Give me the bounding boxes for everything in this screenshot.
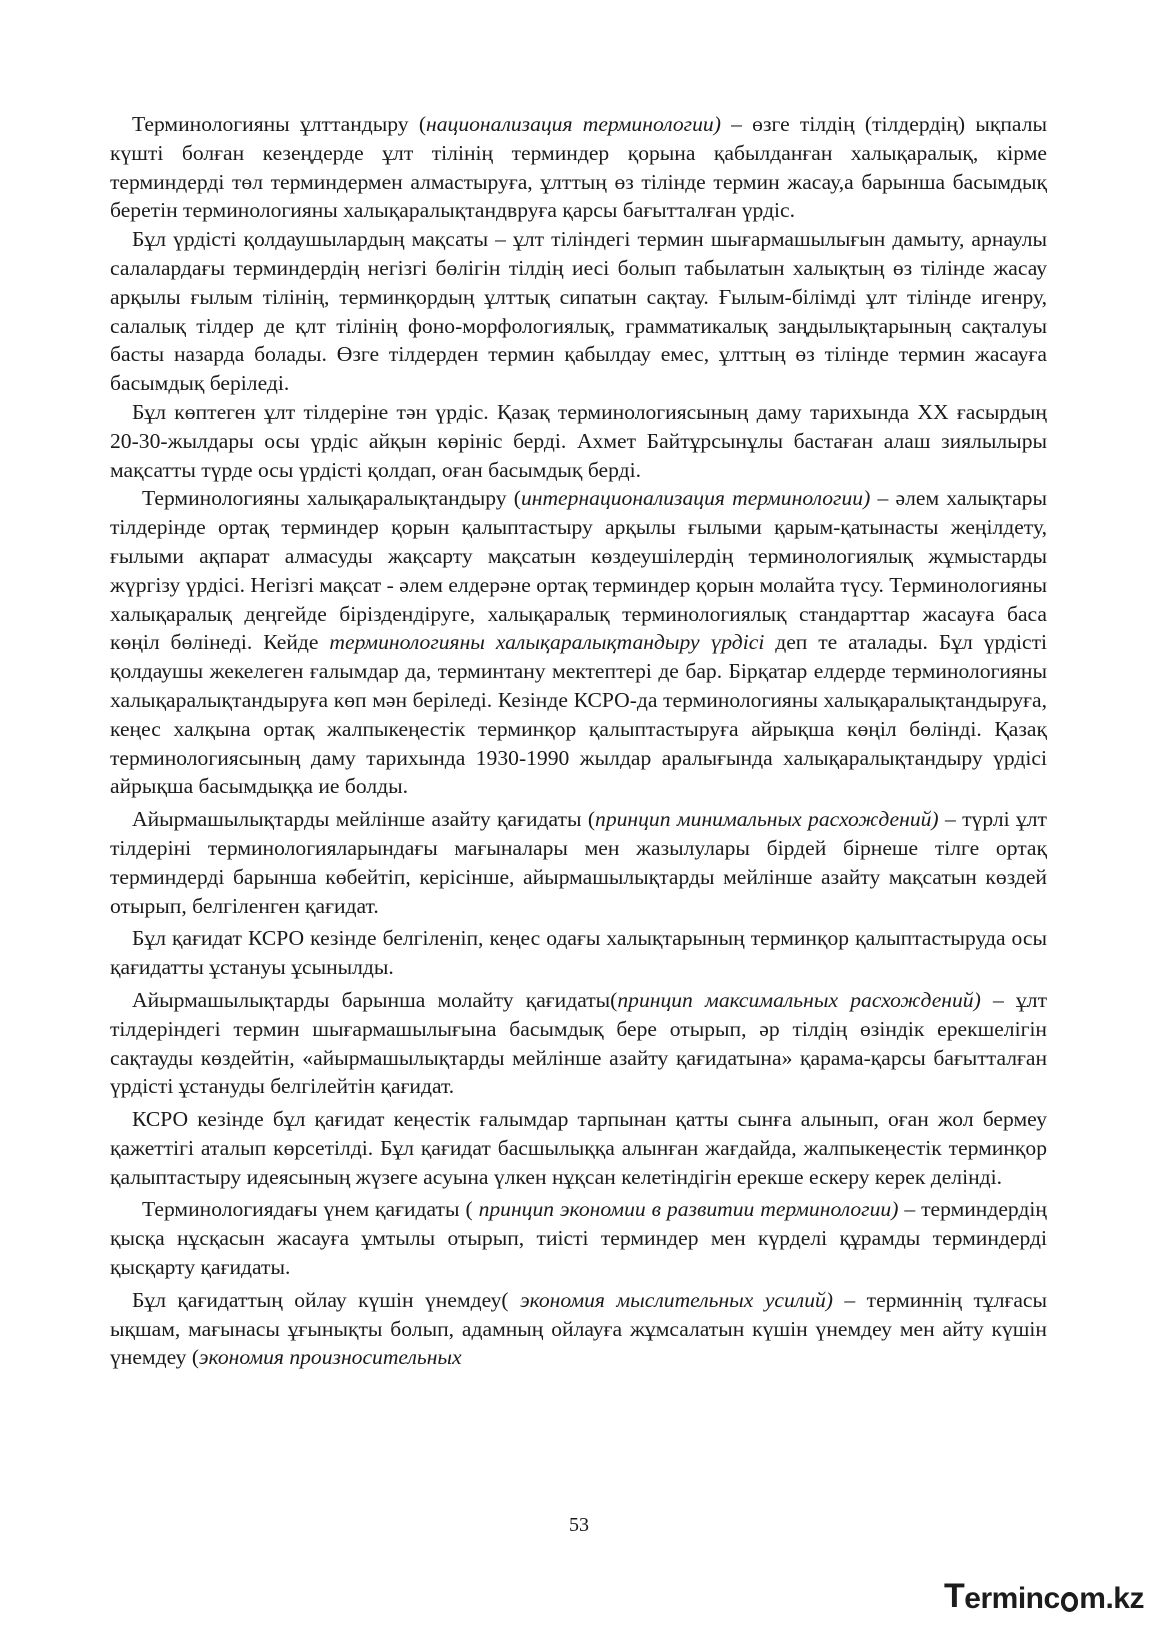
paragraph xyxy=(110,225,1047,398)
text-run: – түрлі ұлт тілдеріні терминологияларындағы мағыналары мен жазылулары бірдей бірнеше тілге ортақ терминдерді барынша көбейтіп, керісінше, айырмашылықтарды мейлінше азайту мақсатын көздей отырып, белгіленген қағидат. xyxy=(110,807,1047,918)
text-run: – өзге тілдің (тілдердің) ықпалы күшті болған кезеңдерде ұлт тілінің терминдер қорына қабылданған халықаралық, кірме терминдерді төл терминдермен алмастыруға, ұлттың өз тілінде термин жасау,а барынша басымдық беретін терминологияны халықаралықтандвруға қарсы бағытталған үрдіс. xyxy=(110,112,1047,223)
paragraph xyxy=(110,1105,1047,1191)
paragraph xyxy=(110,924,1047,982)
italic-term: принцип максимальных расхождений) xyxy=(617,987,981,1012)
text-run: – ұлт тілдеріндегі термин шығармашылығына басымдық бере отырып, әр тілдің өзіндік ерекшелігін сақтауды көздейтін, «айырмашылықтарды мейлінше азайту қағидатына» қарама-қарсы бағытталған үрдісті ұстануды белгілейтін қағидат. xyxy=(110,987,1048,1099)
text-run: деп те аталады. Бұл үрдісті қолдаушы жекелеген ғалымдар да, терминтану мектептері де бар. Бірқатар елдерде терминологияны халықаралықтандыруға көп мән беріледі. Кезінде КСРО-да терминологияны халықаралықтандыруға, кеңес халқына ортақ жалпыкеңестік терминқор қалыптастыруға айрықша көңіл бөлінді. Қазақ терминологиясының даму тарихында 1930-1990 жылдар аралығында халықаралықтандыру үрдісі айрықша басымдыққа ие болды. xyxy=(110,630,1048,799)
paragraph xyxy=(110,398,1047,484)
text-run: Терминологиядағы үнем қағидаты ( xyxy=(142,1197,479,1222)
italic-term: экономия мыслительных усилий) xyxy=(520,1287,833,1312)
logo-letter-t: T xyxy=(944,1577,965,1615)
italic-term: принцип минимальных расхождений) xyxy=(595,807,939,832)
italic-term: экономия произносительных xyxy=(199,1345,462,1370)
italic-term: принцип экономии в развитии терминологии) xyxy=(478,1197,899,1222)
text-run: Бұл қағидаттың ойлау күшін үнемдеу( xyxy=(132,1287,521,1312)
paragraph xyxy=(110,986,1047,1101)
paragraph xyxy=(110,1195,1047,1281)
text-run: – терминдердің қысқа нұсқасын жасауға ұмтылы отырып, тиісті терминдер мен күрделі құрамды терминдерді қысқарту қағидаты. xyxy=(110,1197,1047,1280)
paragraph xyxy=(110,484,1047,801)
paragraph xyxy=(110,805,1047,920)
text-run: Айырмашылықтарды мейлінше азайту қағидаты ( xyxy=(132,807,596,832)
text-run: Бұл үрдісті қолдаушылардың мақсаты – ұлт тіліндегі термин шығармашылығын дамыту, арнаулы салалардағы терминдердің негізгі бөлігін тілдің иесі болып табылатын халықтың өз тілінде жасау арқылы ғылым тілінің, терминқордың ұлттық сипатын сақтау. Ғылым-білімді ұлт тілінде игенру, салалық тілдер де қлт тілінің фоно-морфологиялық, грамматикалық заңдылықтарының сақталуы басты назарда болады. Өзге тілдерден термин қабылдау емес, ұлттың өз тілінде термин жасауға басымдық беріледі. xyxy=(110,227,1047,396)
italic-term: интернационализация терминологии) xyxy=(520,486,871,511)
italic-term: терминологияны халықаралықтандыру үрдісі xyxy=(329,630,765,655)
text-run: КСРО кезінде бұл қағидат кеңестік ғалымдар тарпынан қатты сынға алынып, оған жол бермеу қажеттігі аталып көрсетілді. Бұл қағидат басшылыққа алынған жағдайда, жалпыкеңестік терминқор қалыптастыру идеясының жүзеге асуына үлкен нұқсан келетіндігін ерекше ескеру керек делінді. xyxy=(110,1107,1047,1189)
logo-ring-icon xyxy=(1061,1592,1079,1612)
text-run: Айырмашылықтарды барынша молайту қағидаты( xyxy=(132,987,618,1012)
termincom-logo xyxy=(944,1576,1144,1616)
paragraph xyxy=(110,1286,1047,1372)
text-run: Терминологияны халықаралықтандыру ( xyxy=(142,486,521,511)
paragraph xyxy=(110,110,1047,225)
text-run: – әлем халықтары тілдерінде ортақ терминдер қорын қалыптастыру арқылы ғылыми қарым-қатынасты жеңілдету, ғылыми ақпарат алмасуды жақсарту мақсатын көздеушілердің терминологиялық жұмыстарды жүргізу үрдісі. Негізгі мақсат - әлем елдерәне ортақ терминдер қорын молайта түсу. Терминологияны халықаралық деңгейде біріздендіруге, халықаралық терминологиялық стандарттар жасауға баса көңіл бөлінеді. Кейде xyxy=(110,486,1047,655)
logo-part-2: m.kz xyxy=(1079,1582,1144,1615)
italic-term: национализация терминологии) xyxy=(426,112,721,136)
text-run: Бұл көптеген ұлт тілдеріне тән үрдіс. Қазақ терминологиясының даму тарихында XX ғасырдың 20-30-жылдары осы үрдіс айқын көрініс берді. Ахмет Байтұрсынұлы бастаған алаш зиялылыры мақсатты түрде осы үрдісті қолдап, оған басымдық берді. xyxy=(110,399,1047,482)
logo-part-1: erminc xyxy=(964,1582,1060,1615)
text-run: Терминологияны ұлттандыру ( xyxy=(132,112,427,136)
text-run: Бұл қағидат КСРО кезінде белгіленіп, кеңес одағы халықтарының терминқор қалыптастыруда осы қағидатты ұстануы ұсынылды. xyxy=(110,926,1047,980)
text-run: – терминнің тұлғасы ықшам, мағынасы ұғынықты болып, адамның ойлауға жұмсалатын күшін үнемдеу мен айту күшін үнемдеу ( xyxy=(110,1287,1047,1370)
page-number: 53 xyxy=(569,1514,589,1536)
page-body xyxy=(110,110,1047,1372)
